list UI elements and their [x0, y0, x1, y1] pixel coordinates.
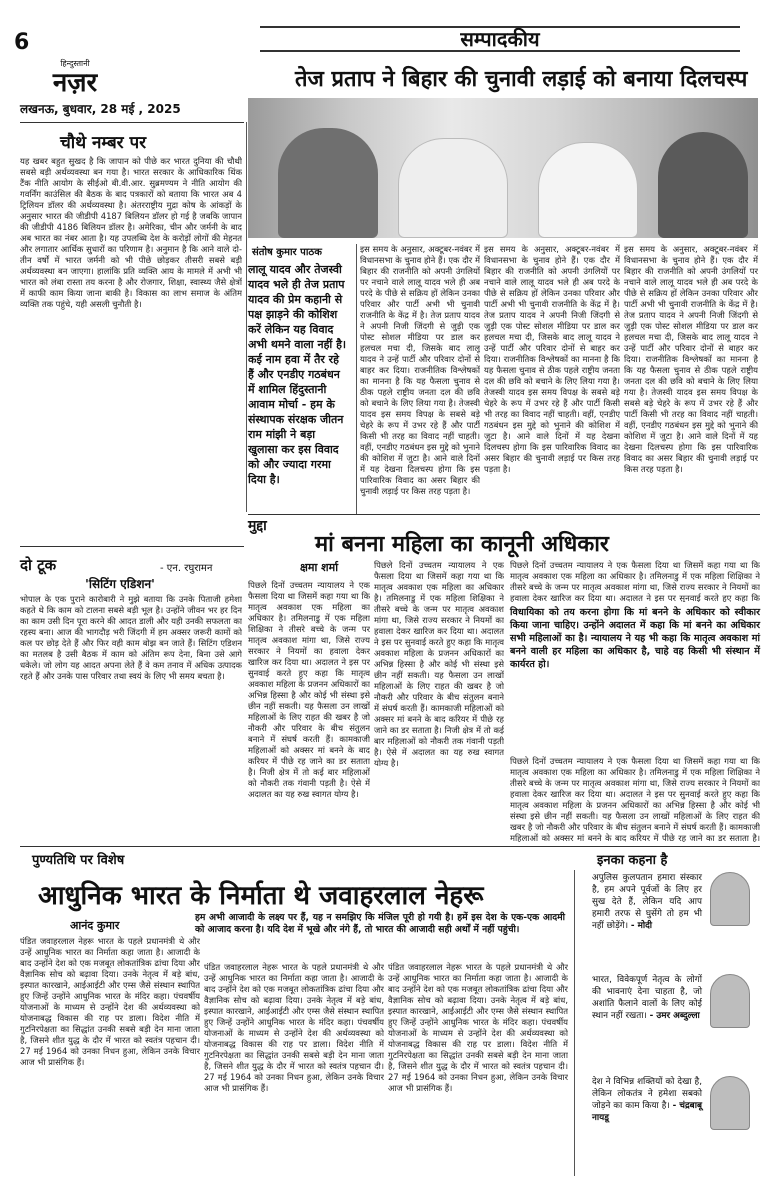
- photo-person-3: [538, 142, 638, 238]
- mudda-headline: मां बनना महिला का कानूनी अधिकार: [315, 531, 609, 557]
- lead-text-col-1: इस समय के अनुसार, अक्टूबर-नवंबर में विधानसभा के चुनाव होने हैं। एक दौर में बिहार की राजनीति को अपनी उंगलियों पर नचाने वाले लालू यादव भले ही अब परदे के पीछे से सक्रिय हों लेकिन उनका परिवार और पार्टी अभी भी चुनावी राजनीति के केंद्र में है। तेज प्रताप यादव ने अपनी निजी जिंदगी से जुड़ी एक पोस्ट सोशल मीडिया पर डाल कर हलचल मचा दी, जिसके बाद लालू यादव ने उन्हें पार्टी और परिवार दोनों से बाहर कर दिया। राजनीतिक विश्लेषकों का मानना है कि यह फैसला चुनाव से ठीक पहले राष्ट्रीय जनता दल की छवि को बचाने के लिए लिया गया है। तेजस्वी यादव इस समय विपक्ष के सबसे बड़े चेहरे के रूप में उभर रहे हैं और पार्टी किसी भी तरह का विवाद नहीं चाहती। वहीं, एनडीए गठबंधन इस मुद्दे को भुनाने की कोशिश में जुटा है। आने वाले दिनों में यह देखना दिलचस्प होगा कि इस पारिवारिक विवाद का असर बिहार की चुनावी लड़ाई पर किस तरह पड़ता है।: [360, 244, 480, 496]
- inka-quote-2-sign: - उमर अब्दुल्ला: [649, 1011, 700, 1021]
- doo-tuk-author: - एन. रघुरामन: [160, 563, 213, 574]
- inka-quote-2: [592, 974, 702, 1022]
- portrait-modi: [710, 872, 750, 926]
- photo-person-2: [398, 138, 508, 238]
- lead-headline: तेज प्रताप ने बिहार की चुनावी लड़ाई को बनाया दिलचस्प: [295, 66, 748, 92]
- column-rule: [574, 870, 575, 1176]
- doo-tuk-text: भोपाल के एक पुराने कारोबारी ने मुझे बताया कि उनके पिताजी हमेशा कहते थे कि काम को टालना सबसे बड़ी भूल है। उन्होंने जीवन भर हर दिन का काम उसी दिन पूरा करने की आदत डाली और यही उनकी सफलता का रहस्य बना। आज की भागदौड़ भरी जिंदगी में हम अक्सर जरूरी कामों को कल पर छोड़ देते हैं और फिर वही काम बोझ बन जाते हैं। सिटिंग एडिशन का मतलब है उसी बैठक में काम को अंतिम रूप देना, बिना उसे आगे धकेले। जो लोग यह आदत अपना लेते हैं वे कम तनाव में अधिक उत्पादक रहते हैं और उनके पास परिवार तथा स्वयं के लिए भी समय बचता है।: [20, 594, 242, 681]
- inka-quote-3-text: देश ने विभिन्न शक्तियों को देखा है, लेकिन लोकतंत्र ने हमेशा सबको जोड़ने का काम किया है।: [592, 1077, 702, 1111]
- punyatithi-bold: हम अभी आजादी के लक्ष्य पर हैं, यह न समझिए कि मंजिल पूरी हो गयी है। हमें इस देश के एक-एक आदमी को आजाद करना है। यदि देश में भूखे और नंगे हैं, तो भारत की आजादी सही अर्थों में नहीं पहुंची।: [195, 912, 565, 935]
- portrait-omar: [710, 974, 750, 1028]
- masthead: [20, 58, 130, 97]
- divider: [20, 846, 760, 847]
- dateline: लखनऊ, बुधवार, 28 मई , 2025: [20, 102, 181, 116]
- mudda-label: मुद्दा: [248, 518, 267, 534]
- punyatithi-text-col-3: पंडित जवाहरलाल नेहरू भारत के पहले प्रधानमंत्री थे और उन्हें आधुनिक भारत का निर्माता कहा जाता है। आजादी के बाद उन्होंने देश को एक मजबूत लोकतांत्रिक ढांचा दिया और वैज्ञानिक सोच को बढ़ावा दिया। उनके नेतृत्व में बड़े बांध, इस्पात कारखाने, आईआईटी और एम्स जैसे संस्थान स्थापित हुए जिन्हें उन्होंने आधुनिक भारत के मंदिर कहा। पंचवर्षीय योजनाओं के माध्यम से उन्होंने देश की अर्थव्यवस्था को योजनाबद्ध विकास की राह पर डाला। विदेश नीति में गुटनिरपेक्षता का सिद्धांत उनकी सबसे बड़ी देन माना जाता है, जिसने शीत युद्ध के दौर में भारत को स्वतंत्र पहचान दी। 27 मई 1964 को उनका निधन हुआ, लेकिन उनके विचार आज भी प्रासंगिक हैं।: [388, 962, 568, 1093]
- portrait-naidu: [710, 1076, 750, 1130]
- mudda-text-col-3: पिछले दिनों उच्चतम न्यायालय ने एक फैसला दिया था जिसमें कहा गया था कि मातृत्व अवकाश एक महिला का अधिकार है। तमिलनाडु में एक महिला शिक्षिका ने तीसरे बच्चे के जन्म पर मातृत्व अवकाश मांगा था, जिसे राज्य सरकार ने नियमों का हवाला देकर खारिज कर दिया था। अदालत ने इस पर सुनवाई करते हुए कहा कि: [510, 560, 760, 602]
- section-band: सम्पादकीय: [260, 26, 740, 52]
- column-rule: [356, 244, 357, 514]
- divider: [20, 546, 244, 547]
- punyatithi-headline: आधुनिक भारत के निर्माता थे जवाहरलाल नेहरू: [38, 881, 484, 911]
- doo-tuk-title: दो टूक: [20, 556, 57, 574]
- mudda-text-col-4: पिछले दिनों उच्चतम न्यायालय ने एक फैसला दिया था जिसमें कहा गया था कि मातृत्व अवकाश एक महिला का अधिकार है। तमिलनाडु में एक महिला शिक्षिका ने तीसरे बच्चे के जन्म पर मातृत्व अवकाश मांगा था, जिसे राज्य सरकार ने नियमों का हवाला देकर खारिज कर दिया था। अदालत ने इस पर सुनवाई करते हुए कहा कि मातृत्व अवकाश महिला के प्रजनन अधिकारों का अभिन्न हिस्सा है और कोई भी संस्था इसे छीन नहीं सकती। यह फैसला उन लाखों महिलाओं के लिए राहत की खबर है जो नौकरी और परिवार के बीच संतुलन बनाने में संघर्ष करती हैं। कामकाजी महिलाओं को अक्सर मां बनने के बाद करियर में पीछे रह जाने का डर सताता है।: [510, 756, 760, 842]
- divider: [248, 514, 760, 515]
- divider: [20, 122, 244, 123]
- mudda-text-col-1: पिछले दिनों उच्चतम न्यायालय ने एक फैसला दिया था जिसमें कहा गया था कि मातृत्व अवकाश एक महिला का अधिकार है। तमिलनाडु में एक महिला शिक्षिका ने तीसरे बच्चे के जन्म पर मातृत्व अवकाश मांगा था, जिसे राज्य सरकार ने नियमों का हवाला देकर खारिज कर दिया था। अदालत ने इस पर सुनवाई करते हुए कहा कि मातृत्व अवकाश महिला के प्रजनन अधिकारों का अभिन्न हिस्सा है और कोई भी संस्था इसे छीन नहीं सकती। यह फैसला उन लाखों महिलाओं के लिए राहत की खबर है जो नौकरी और परिवार के बीच संतुलन बनाने में संघर्ष करती हैं। कामकाजी महिलाओं को अक्सर मां बनने के बाद करियर में पीछे रह जाने का डर सताता है। निजी क्षेत्र में तो कई बार महिलाओं को नौकरी तक गंवानी पड़ती है। ऐसे में अदालत का यह रुख स्वागत योग्य है।: [248, 580, 370, 799]
- mudda-author: क्षमा शर्मा: [300, 561, 339, 574]
- mudda-text-col-2: पिछले दिनों उच्चतम न्यायालय ने एक फैसला दिया था जिसमें कहा गया था कि मातृत्व अवकाश एक महिला का अधिकार है। तमिलनाडु में एक महिला शिक्षिका ने तीसरे बच्चे के जन्म पर मातृत्व अवकाश मांगा था, जिसे राज्य सरकार ने नियमों का हवाला देकर खारिज कर दिया था। अदालत ने इस पर सुनवाई करते हुए कहा कि मातृत्व अवकाश महिला के प्रजनन अधिकारों का अभिन्न हिस्सा है और कोई भी संस्था इसे छीन नहीं सकती। यह फैसला उन लाखों महिलाओं के लिए राहत की खबर है जो नौकरी और परिवार के बीच संतुलन बनाने में संघर्ष करती हैं। कामकाजी महिलाओं को अक्सर मां बनने के बाद करियर में पीछे रह जाने का डर सताता है। निजी क्षेत्र में तो कई बार महिलाओं को नौकरी तक गंवानी पड़ती है। ऐसे में अदालत का यह रुख स्वागत योग्य है।: [374, 560, 504, 768]
- chauthe-title: चौथे नम्बर पर: [60, 133, 147, 153]
- lead-author: संतोष कुमार पाठक: [252, 247, 322, 258]
- column-rule: [246, 122, 247, 512]
- inka-title: इनका कहना है: [597, 853, 668, 868]
- punyatithi-text-col-2: पंडित जवाहरलाल नेहरू भारत के पहले प्रधानमंत्री थे और उन्हें आधुनिक भारत का निर्माता कहा जाता है। आजादी के बाद उन्होंने देश को एक मजबूत लोकतांत्रिक ढांचा दिया और वैज्ञानिक सोच को बढ़ावा दिया। उनके नेतृत्व में बड़े बांध, इस्पात कारखाने, आईआईटी और एम्स जैसे संस्थान स्थापित हुए जिन्हें उन्होंने आधुनिक भारत के मंदिर कहा। पंचवर्षीय योजनाओं के माध्यम से उन्होंने देश की अर्थव्यवस्था को योजनाबद्ध विकास की राह पर डाला। विदेश नीति में गुटनिरपेक्षता का सिद्धांत उनकी सबसे बड़ी देन माना जाता है, जिसने शीत युद्ध के दौर में भारत को स्वतंत्र पहचान दी। 27 मई 1964 को उनका निधन हुआ, लेकिन उनके विचार आज भी प्रासंगिक हैं।: [204, 962, 384, 1093]
- lead-photo: [248, 98, 758, 238]
- photo-person-4: [658, 132, 748, 238]
- page-number: 6: [14, 30, 30, 55]
- inka-quote-1-text: अपुलिस कुलपतान हमारा संस्कार है, हम अपने पूर्वजों के लिए हर सुख देते हैं, लेकिन यदि आप हमारी तरफ से घुसेंगे तो हम भी नहीं छोड़ेंगे।: [592, 873, 702, 931]
- inka-quote-3-sign: - चंद्रबाबू नायडू: [592, 1101, 702, 1123]
- pull-quote: लालू यादव और तेजस्वी यादव भले ही तेज प्रताप यादव की प्रेम कहानी से पक्ष झाड़ने की कोशिश करें लेकिन यह विवाद अभी थमने वाला नहीं है। कई नाम हवा में तैर रहे हैं और एनडीए गठबंधन में शामिल हिंदुस्तानी आवाम मोर्चा - हम के संस्थापक संरक्षक जीतन राम मांझी ने बड़ा खुलासा कर इस विवाद को और ज्यादा गरमा दिया है।: [248, 263, 347, 486]
- mudda-highlight: विधायिका को तय करना होगा कि मां बनने के अधिकार को स्वीकार किया जाना चाहिए। उन्होंने अदालत में कहा कि मां बनने का अधिकार सभी महिलाओं का है। न्यायालय ने यह भी कहा कि मातृत्व अवकाश मां बनने वाली हर महिला का अधिकार है, चाहे वह किसी भी संस्थान में कार्यरत हो।: [510, 607, 760, 670]
- inka-quote-1: [592, 872, 702, 932]
- lead-text-col-2: इस समय के अनुसार, अक्टूबर-नवंबर में विधानसभा के चुनाव होने हैं। एक दौर में बिहार की राजनीति को अपनी उंगलियों पर नचाने वाले लालू यादव भले ही अब परदे के पीछे से सक्रिय हों लेकिन उनका परिवार और पार्टी अभी भी चुनावी राजनीति के केंद्र में है। तेज प्रताप यादव ने अपनी निजी जिंदगी से जुड़ी एक पोस्ट सोशल मीडिया पर डाल कर हलचल मचा दी, जिसके बाद लालू यादव ने उन्हें पार्टी और परिवार दोनों से बाहर कर दिया। राजनीतिक विश्लेषकों का मानना है कि यह फैसला चुनाव से ठीक पहले राष्ट्रीय जनता दल की छवि को बचाने के लिए लिया गया है। तेजस्वी यादव इस समय विपक्ष के सबसे बड़े चेहरे के रूप में उभर रहे हैं और पार्टी किसी भी तरह का विवाद नहीं चाहती। वहीं, एनडीए गठबंधन इस मुद्दे को भुनाने की कोशिश में जुटा है। आने वाले दिनों में यह देखना दिलचस्प होगा कि इस पारिवारिक विवाद का असर बिहार की चुनावी लड़ाई पर किस तरह पड़ता है।: [484, 244, 620, 474]
- inka-quote-2-text: भारत, विवेकपूर्ण नेतृत्व के लोगों की भावनाएं देना चाहता है, जो अशांति फैलाने वालों के लिए कोई स्थान नहीं रखता।: [592, 975, 702, 1021]
- punyatithi-text-col-1: पंडित जवाहरलाल नेहरू भारत के पहले प्रधानमंत्री थे और उन्हें आधुनिक भारत का निर्माता कहा जाता है। आजादी के बाद उन्होंने देश को एक मजबूत लोकतांत्रिक ढांचा दिया और वैज्ञानिक सोच को बढ़ावा दिया। उनके नेतृत्व में बड़े बांध, इस्पात कारखाने, आईआईटी और एम्स जैसे संस्थान स्थापित हुए जिन्हें उन्होंने आधुनिक भारत के मंदिर कहा। पंचवर्षीय योजनाओं के माध्यम से उन्होंने देश की अर्थव्यवस्था को योजनाबद्ध विकास की राह पर डाला। विदेश नीति में गुटनिरपेक्षता का सिद्धांत उनकी सबसे बड़ी देन माना जाता है, जिसने शीत युद्ध के दौर में भारत को स्वतंत्र पहचान दी। 27 मई 1964 को उनका निधन हुआ, लेकिन उनके विचार आज भी प्रासंगिक हैं।: [20, 936, 200, 1067]
- lead-text-col-3: इस समय के अनुसार, अक्टूबर-नवंबर में विधानसभा के चुनाव होने हैं। एक दौर में बिहार की राजनीति को अपनी उंगलियों पर नचाने वाले लालू यादव भले ही अब परदे के पीछे से सक्रिय हों लेकिन उनका परिवार और पार्टी अभी भी चुनावी राजनीति के केंद्र में है। तेज प्रताप यादव ने अपनी निजी जिंदगी से जुड़ी एक पोस्ट सोशल मीडिया पर डाल कर हलचल मचा दी, जिसके बाद लालू यादव ने उन्हें पार्टी और परिवार दोनों से बाहर कर दिया। राजनीतिक विश्लेषकों का मानना है कि यह फैसला चुनाव से ठीक पहले राष्ट्रीय जनता दल की छवि को बचाने के लिए लिया गया है। तेजस्वी यादव इस समय विपक्ष के सबसे बड़े चेहरे के रूप में उभर रहे हैं और पार्टी किसी भी तरह का विवाद नहीं चाहती। वहीं, एनडीए गठबंधन इस मुद्दे को भुनाने की कोशिश में जुटा है। आने वाले दिनों में यह देखना दिलचस्प होगा कि इस पारिवारिक विवाद का असर बिहार की चुनावी लड़ाई पर किस तरह पड़ता है।: [624, 244, 758, 474]
- inka-quote-1-sign: - मोदी: [630, 921, 653, 931]
- punyatithi-author: आनंद कुमार: [70, 919, 120, 932]
- doo-tuk-subtitle: 'सिटिंग एडिशन': [85, 577, 155, 591]
- punyatithi-label: पुण्यतिथि पर विशेष: [32, 853, 125, 868]
- chauthe-text: यह खबर बहुत सुखद है कि जापान को पीछे कर भारत दुनिया की चौथी सबसे बड़ी अर्थव्यवस्था बन गया है। भारत सरकार के आधिकारिक थिंक टैंक नीति आयोग के सीईओ बी.वी.आर. सुब्रमण्यम ने नीति आयोग की गवर्निंग काउंसिल की बैठक के बाद पत्रकारों को बताया कि भारत अब 4 ट्रिलियन डॉलर की अर्थव्यवस्था है। अंतरराष्ट्रीय मुद्रा कोष के आंकड़ों के अनुसार भारत की जीडीपी 4187 बिलियन डॉलर हो गई है जबकि जापान की जीडीपी 4186 बिलियन डॉलर है। अमेरिका, चीन और जर्मनी के बाद अब भारत का नंबर आता है। यह उपलब्धि देश के करोड़ों लोगों की मेहनत और लगातार आर्थिक सुधारों का परिणाम है। अनुमान है कि आने वाले दो-तीन वर्षों में भारत जर्मनी को भी पीछे छोड़कर तीसरी सबसे बड़ी अर्थव्यवस्था बन जाएगा। हालांकि प्रति व्यक्ति आय के मामले में अभी भी भारत को लंबा रास्ता तय करना है और रोजगार, शिक्षा, स्वास्थ्य जैसे क्षेत्रों में काफी काम किया जाना बाकी है। विकास का लाभ समाज के अंतिम व्यक्ति तक पहुंचे, यही असली चुनौती है।: [20, 156, 242, 309]
- inka-quote-3: [592, 1076, 702, 1124]
- photo-person-1: [278, 128, 378, 238]
- masthead-small: हिन्दुस्तानी: [60, 59, 90, 68]
- masthead-title: नज़र: [52, 68, 98, 98]
